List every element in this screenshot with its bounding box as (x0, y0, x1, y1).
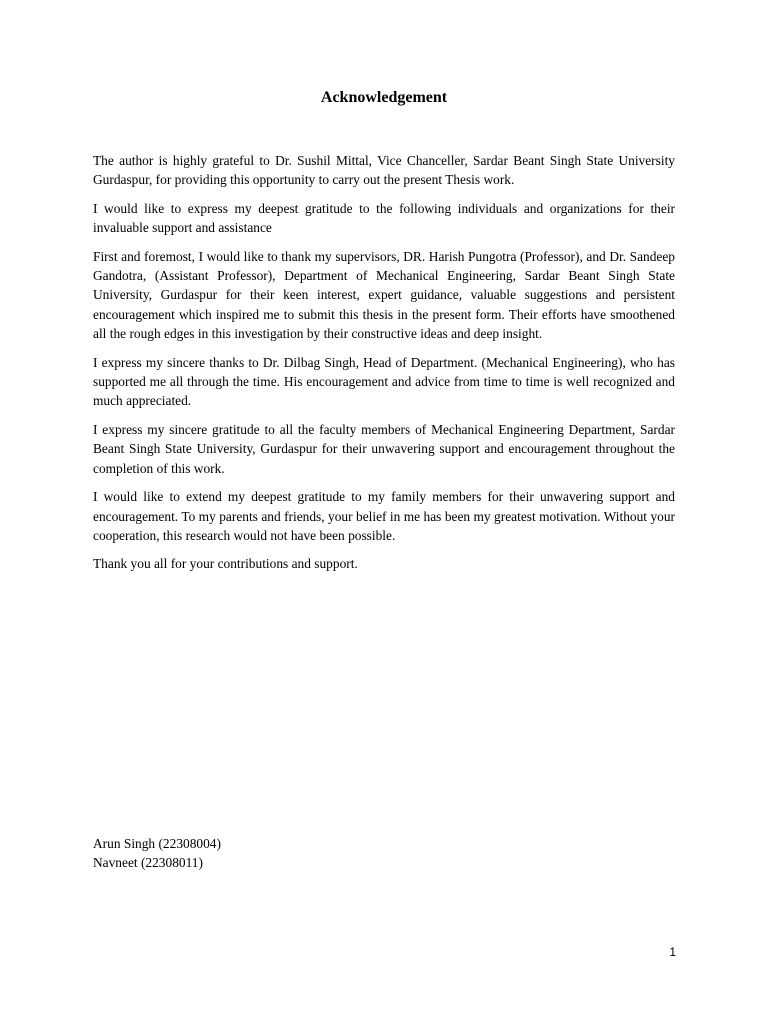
paragraph-closing: Thank you all for your contributions and support. (93, 556, 358, 572)
paragraph-supervisors: First and foremost, I would like to thank my supervisors, DR. Harish Pungotra (Professor), and Dr. Sandeep Gandotra, (Assistant Professor), Department of Mechanical Engineering, Sardar Beant Singh State University, Gurdaspur for their keen interest, expert guidance, valuable suggestions and persistent encouragement which inspired me to submit this thesis in the present form. Their efforts have smoothened all the rough edges in this investigation by their constructive ideas and deep insight. (93, 248, 675, 342)
paragraph-head-of-department: I express my sincere thanks to Dr. Dilbag Singh, Head of Department. (Mechanical Engineering), who has supported me all through the time. His encouragement and advice from time to time is well recognized and much appreciated. (93, 354, 675, 409)
paragraph-faculty: I express my sincere gratitude to all the faculty members of Mechanical Engineering Department, Sardar Beant Singh State University, Gurdaspur for their unwavering support and encouragement throughout the completion of this work. (93, 421, 675, 476)
page-title: Acknowledgement (320, 89, 448, 106)
page-number: 1 (669, 945, 676, 959)
paragraph-family: I would like to extend my deepest gratitude to my family members for their unwavering support and encouragement. To my parents and friends, your belief in me has been my greatest motivation. Without your cooperation, this research would not have been possible. (93, 489, 675, 543)
signature-author-2: Navneet (22308011) (93, 855, 203, 871)
acknowledgement-body (93, 151, 675, 583)
signature-author-1: Arun Singh (22308004) (93, 836, 221, 851)
signature-block (93, 834, 221, 873)
paragraph-intro: I would like to express my deepest gratitude to the following individuals and organizations for their invaluable support and assistance (93, 200, 675, 236)
paragraph-gratitude-vice-chancellor: The author is highly grateful to Dr. Sushil Mittal, Vice Chanceller, Sardar Beant Singh State University Gurdaspur, for providing this opportunity to carry out the present Thesis work. (93, 153, 675, 188)
